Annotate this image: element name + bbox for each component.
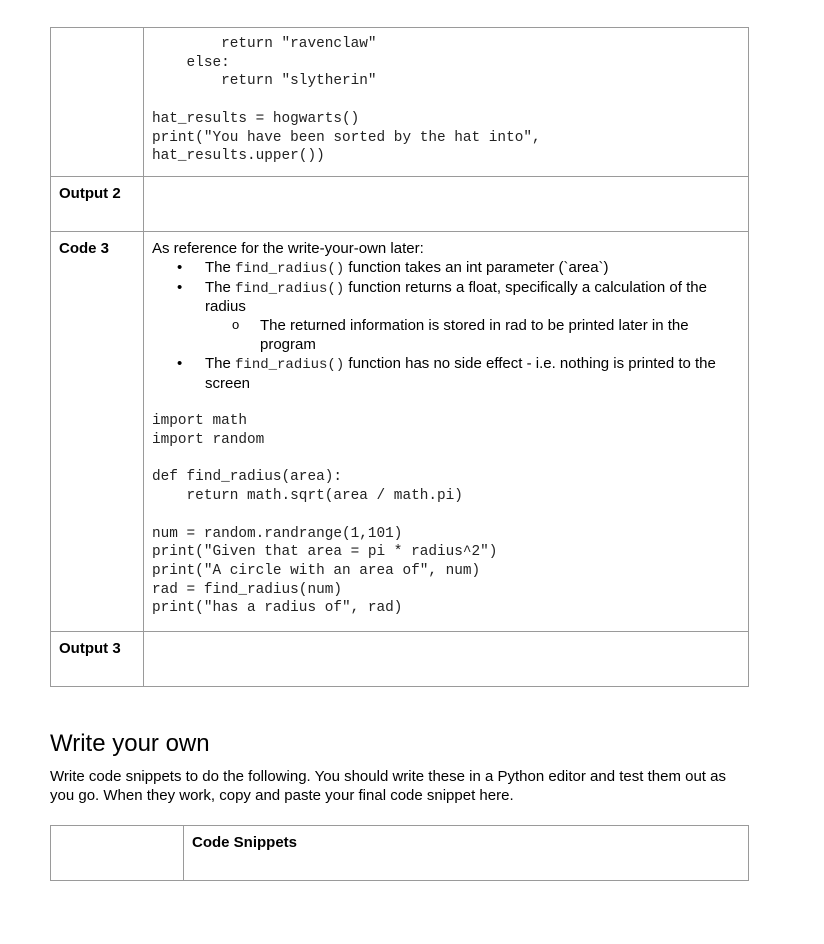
table-header-row <box>51 826 749 881</box>
code-block-3: import math import random def find_radius(area): return math.sqrt(area / math.pi) num = random.randrange(1,101) print("Given that area = pi * radius^2") print("A circle with an area of", num) rad = find_radius(num) print("has a radius of", rad) <box>152 413 498 617</box>
table-row-output-3 <box>51 632 749 687</box>
header-left <box>51 826 183 834</box>
table-row-code-3 <box>51 232 749 632</box>
code-3-cell <box>144 232 749 632</box>
row-label-cell <box>51 28 144 177</box>
reference-intro: As reference for the write-your-own later: <box>152 240 424 257</box>
bullet-text: The <box>205 278 236 296</box>
bullet-text: The <box>205 354 236 372</box>
snippet-number-cell <box>51 826 184 881</box>
inline-code: find_radius() <box>235 280 345 297</box>
list-item <box>152 279 748 318</box>
snippets-header-cell <box>184 826 749 881</box>
output-2-label: Output 2 <box>59 185 121 202</box>
code-3-label: Code 3 <box>59 240 110 257</box>
table-row-code-2 <box>51 28 749 177</box>
inline-code: find_radius() <box>235 260 345 277</box>
bullet-icon: • <box>177 258 183 276</box>
code-3-description <box>144 232 748 618</box>
reference-list <box>152 259 748 394</box>
code-snippets-table <box>50 825 749 881</box>
row-label-cell <box>51 177 144 232</box>
list-item <box>152 259 748 279</box>
list-item <box>152 355 748 394</box>
section-instructions: Write code snippets to do the following. You should write these in a Python editor and test them out as you go. When they work, copy and paste your final code snippet here. <box>50 768 726 804</box>
bullet-text: function has no side effect - i.e. nothing is printed to the screen <box>205 354 716 392</box>
inline-code: find_radius() <box>235 356 345 373</box>
section-heading: Write your own <box>50 730 210 757</box>
code-block-2: return "ravenclaw" else: return "slytherin" hat_results = hogwarts() print("You have been sorted by the hat into", hat_results.upper()) <box>152 36 541 165</box>
bullet-icon: • <box>177 278 183 296</box>
code-output-table <box>50 27 749 687</box>
output-3-label: Output 3 <box>59 640 121 657</box>
bullet-icon: • <box>177 354 183 372</box>
bullet-text: The <box>205 258 236 276</box>
code-cell <box>144 28 749 177</box>
bullet-text: function takes an int parameter (`area`) <box>344 258 609 276</box>
output-3-answer-cell[interactable] <box>144 632 749 687</box>
sub-list-item <box>152 317 748 355</box>
code-snippets-header: Code Snippets <box>192 834 298 851</box>
output-2-answer-cell[interactable] <box>144 177 749 232</box>
sub-bullet-text: The returned information is stored in rad to be printed later in the program <box>260 317 689 353</box>
row-label <box>51 28 143 36</box>
row-label-cell <box>51 632 144 687</box>
hollow-bullet-icon: o <box>232 317 240 333</box>
bullet-text: function returns a float, specifically a calculation of the radius <box>205 278 707 316</box>
row-label-cell <box>51 232 144 632</box>
table-row-output-2 <box>51 177 749 232</box>
